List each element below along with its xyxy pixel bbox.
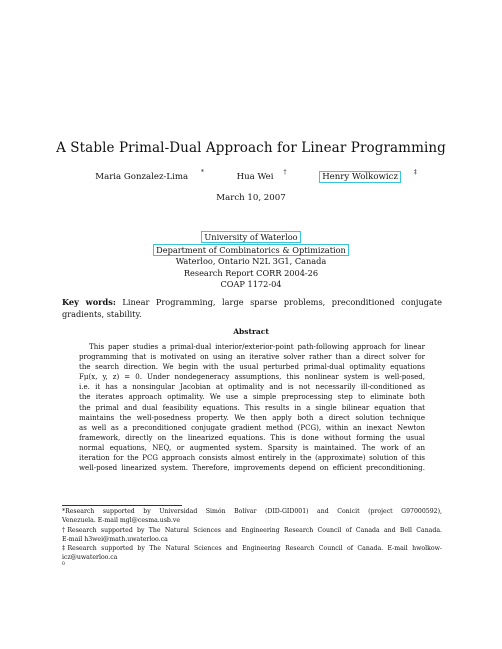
paper-date: March 10, 2007	[216, 193, 286, 203]
footnote-2: †Research supported by The Natural Sciences and Engineering Research Council of Canada and Bell Canada. E-mail h3wei@math.uwaterloo.ca	[62, 527, 442, 543]
report-number: Research Report CORR 2004-26	[183, 267, 319, 278]
paper-title: A Stable Primal-Dual Approach for Linear Programming	[56, 140, 446, 156]
keywords-text: Linear Programming, large sparse problems, preconditioned conjugate gradients, stability.	[62, 297, 442, 319]
footnote-1: *Research supported by Universidad Simón Bolívar (DID-GID001) and Conicit (project G97000592), Venezuela. E-mail mgl@cesma.usb.ve	[62, 508, 442, 524]
affiliation-block	[0, 231, 502, 291]
abstract-line: as well as a preconditioned conjugate gradient method (PCG), within an inexact Newton	[79, 422, 425, 432]
author-2: Hua Wei †	[236, 169, 287, 182]
author-3-link[interactable]: Henry Wolkowicz	[319, 171, 401, 183]
abstract-line: This paper studies a primal-dual interior/exterior-point path-following approach for linear	[89, 342, 425, 351]
abstract-line: iteration for the PCG approach consists almost entirely in the (approximate) solution of this	[79, 453, 425, 463]
author-3-footnote-mark: ‡	[413, 169, 417, 176]
abstract-line: normal equations, NEQ, or augmented system. Sparsity is maintained. The work of an	[79, 442, 425, 452]
abstract-line: the primal and dual feasibility equations. This results in a single bilinear equation that	[79, 402, 425, 412]
page-number: 0	[62, 562, 65, 567]
abstract-line: framework, directly on the linearized equations. This is done without forming the usual	[79, 432, 425, 442]
author-1-footnote-mark: *	[200, 169, 204, 176]
abstract-heading: Abstract	[233, 327, 269, 336]
abstract-line: i.e. it has a nonsingular Jacobian at optimality and is not necessarily ill-conditioned as	[79, 382, 425, 392]
author-1: Maria Gonzalez-Lima *	[95, 169, 204, 182]
footnote-rule	[62, 505, 182, 506]
author-2-footnote-mark: †	[283, 169, 287, 176]
abstract-line: maintains the well-posedness property. We then apply both a direct solution technique	[79, 412, 425, 422]
abstract-line: the search direction. We begin with the usual perturbed primal-dual optimality equations	[79, 362, 425, 372]
address-line: Waterloo, Ontario N2L 3G1, Canada	[175, 256, 327, 267]
department-link[interactable]: Department of Combinatorics & Optimization	[153, 244, 349, 256]
abstract-line: the iterates approach optimality. We use a simple preprocessing step to eliminate both	[79, 392, 425, 402]
keywords-label: Key words:	[62, 297, 116, 307]
footnote-3: ‡Research supported by The Natural Sciences and Engineering Research Council of Canada. E-mail hwolkow- icz@uwaterloo.ca	[62, 545, 442, 561]
university-link[interactable]: University of Waterloo	[201, 231, 300, 243]
author-3[interactable]	[309, 169, 417, 183]
keywords-paragraph	[62, 297, 442, 320]
author-list	[0, 169, 502, 183]
coap-number: COAP 1172-04	[220, 279, 282, 290]
abstract-line: programming that is motivated on using an iterative solver rather than a direct solver for	[79, 352, 425, 362]
abstract-body	[79, 342, 425, 473]
abstract-line: Fμ(x, y, z) = 0. Under nondegeneracy assumptions, this nonlinear system is well-posed,	[79, 372, 425, 382]
abstract-line: well-posed linearized system. Therefore, improvements depend on efficient preconditioning.	[79, 463, 425, 473]
